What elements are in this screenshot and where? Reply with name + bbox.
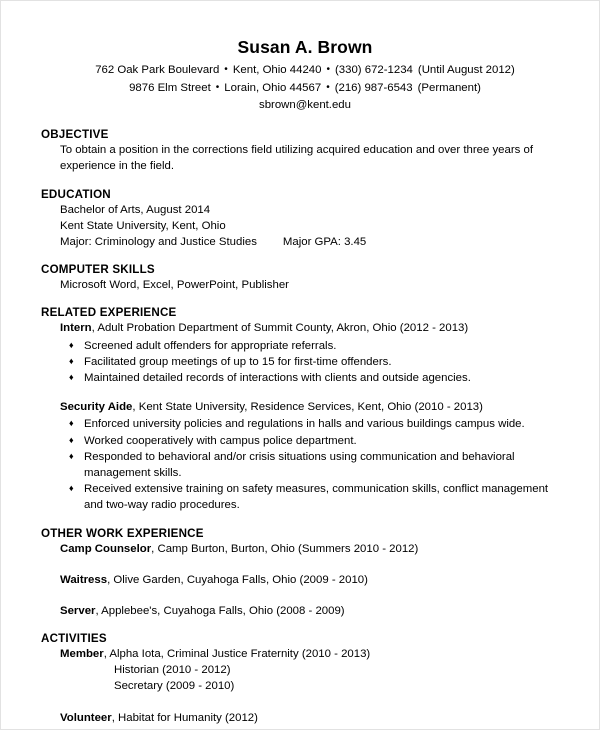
address-street-2: 9876 Elm Street bbox=[129, 81, 211, 94]
job-bullet bbox=[69, 416, 569, 432]
bullet-separator-icon: • bbox=[326, 63, 330, 75]
diamond-bullet-icon: ♦ bbox=[69, 339, 74, 350]
resume-content bbox=[1, 1, 599, 726]
section-objective bbox=[41, 128, 569, 175]
job-bullet-text: Maintained detailed records of interactions with clients and outside agencies. bbox=[84, 372, 471, 385]
section-activities bbox=[41, 632, 569, 726]
email-address[interactable]: sbrown@kent.edu bbox=[259, 99, 351, 112]
section-title-activities: ACTIVITIES bbox=[41, 632, 107, 646]
activity-heading bbox=[41, 646, 569, 662]
address-city-2: Lorain, Ohio 44567 bbox=[224, 81, 322, 94]
resume-header bbox=[41, 37, 569, 115]
job-bullet-list bbox=[41, 338, 569, 387]
job-role: Waitress bbox=[60, 573, 108, 586]
phone-2: (216) 987-6543 bbox=[334, 81, 413, 94]
job-detail: , Applebee's, Cuyahoga Falls, Ohio (2008 - 2009) bbox=[95, 604, 345, 617]
education-degree: Bachelor of Arts, August 2014 bbox=[60, 203, 211, 216]
other-job-heading bbox=[41, 603, 569, 619]
diamond-bullet-icon: ♦ bbox=[69, 450, 74, 461]
job-detail: , Camp Burton, Burton, Ohio (Summers 2010 - 2012) bbox=[151, 542, 419, 555]
address-city-1: Kent, Ohio 44240 bbox=[232, 63, 322, 76]
job-heading bbox=[41, 399, 569, 415]
activity-sub-line: Historian (2010 - 2012) bbox=[114, 664, 231, 677]
job-detail: , Kent State University, Residence Services, Kent, Ohio (2010 - 2013) bbox=[132, 401, 483, 414]
education-gpa: Major GPA: 3.45 bbox=[282, 236, 367, 249]
job-bullet-text: Screened adult offenders for appropriate referrals. bbox=[84, 339, 337, 352]
diamond-bullet-icon: ♦ bbox=[69, 434, 74, 445]
job-role: Server bbox=[60, 604, 96, 617]
section-title-other-work-experience: OTHER WORK EXPERIENCE bbox=[41, 526, 204, 540]
candidate-name: Susan A. Brown bbox=[237, 37, 373, 57]
activity-sub-line: Secretary (2009 - 2010) bbox=[114, 680, 235, 693]
bullet-separator-icon: • bbox=[326, 81, 330, 93]
other-job-heading bbox=[41, 541, 569, 557]
job-bullet bbox=[69, 433, 569, 449]
contact-line-primary bbox=[41, 62, 569, 80]
job-role: Camp Counselor bbox=[60, 542, 152, 555]
diamond-bullet-icon: ♦ bbox=[69, 355, 74, 366]
education-school: Kent State University, Kent, Ohio bbox=[60, 219, 226, 232]
education-body bbox=[41, 202, 569, 251]
experience-entry bbox=[41, 320, 569, 386]
job-detail: , Adult Probation Department of Summit County, Akron, Ohio (2012 - 2013) bbox=[91, 322, 469, 335]
activity-role: Member bbox=[60, 648, 104, 661]
job-bullet-text: Facilitated group meetings of up to 15 for first-time offenders. bbox=[84, 355, 392, 368]
contact-line-secondary bbox=[41, 80, 569, 98]
education-major: Major: Criminology and Justice Studies bbox=[60, 236, 257, 249]
bullet-separator-icon: • bbox=[224, 63, 228, 75]
activity-entry bbox=[41, 646, 569, 695]
bullet-separator-icon: • bbox=[215, 81, 220, 93]
section-other-work-experience bbox=[41, 527, 569, 620]
objective-text: To obtain a position in the corrections field utilizing acquired education and over three years of experience in the field. bbox=[60, 143, 533, 173]
job-bullet-text: Enforced university policies and regulations in halls and various buildings campus wide. bbox=[84, 418, 525, 431]
job-heading bbox=[41, 320, 569, 336]
job-bullet-text: Worked cooperatively with campus police department. bbox=[84, 434, 357, 447]
diamond-bullet-icon: ♦ bbox=[69, 372, 74, 383]
activity-detail: , Habitat for Humanity (2012) bbox=[111, 711, 258, 724]
activity-heading bbox=[41, 710, 569, 726]
section-title-related-experience: RELATED EXPERIENCE bbox=[41, 306, 177, 320]
section-title-education: EDUCATION bbox=[41, 187, 111, 201]
job-bullet bbox=[69, 370, 569, 386]
computer-skills-list: Microsoft Word, Excel, PowerPoint, Publisher bbox=[60, 279, 289, 292]
job-bullet bbox=[69, 481, 569, 513]
education-major-row bbox=[60, 234, 569, 250]
diamond-bullet-icon: ♦ bbox=[69, 418, 74, 429]
section-related-experience bbox=[41, 306, 569, 513]
job-bullet-list bbox=[41, 416, 569, 513]
section-title-computer-skills: COMPUTER SKILLS bbox=[41, 263, 155, 277]
computer-skills-body bbox=[41, 277, 569, 293]
experience-entry bbox=[41, 399, 569, 513]
job-bullet bbox=[69, 354, 569, 370]
activity-detail: , Alpha Iota, Criminal Justice Fraternity (2010 - 2013) bbox=[103, 648, 371, 661]
activity-role: Volunteer bbox=[60, 711, 112, 724]
phone-2-note: (Permanent) bbox=[417, 81, 481, 94]
job-role: Security Aide bbox=[60, 401, 133, 414]
diamond-bullet-icon: ♦ bbox=[69, 483, 74, 494]
section-title-objective: OBJECTIVE bbox=[41, 127, 109, 141]
job-bullet bbox=[69, 338, 569, 354]
section-education bbox=[41, 188, 569, 251]
phone-1: (330) 672-1234 bbox=[335, 63, 413, 76]
email-line bbox=[41, 97, 569, 115]
address-street-1: 762 Oak Park Boulevard bbox=[95, 63, 220, 76]
other-job-heading bbox=[41, 572, 569, 588]
activity-entry bbox=[41, 710, 569, 726]
job-bullet-text: Received extensive training on safety measures, communication skills, conflict management and two-way radio procedures. bbox=[84, 483, 549, 512]
job-role: Intern bbox=[60, 322, 92, 335]
job-bullet-text: Responded to behavioral and/or crisis situations using communication and behavioral management skills. bbox=[84, 450, 515, 479]
section-computer-skills bbox=[41, 263, 569, 293]
phone-1-note: (Until August 2012) bbox=[417, 63, 515, 76]
job-bullet bbox=[69, 449, 569, 481]
job-detail: , Olive Garden, Cuyahoga Falls, Ohio (2009 - 2010) bbox=[107, 573, 368, 586]
